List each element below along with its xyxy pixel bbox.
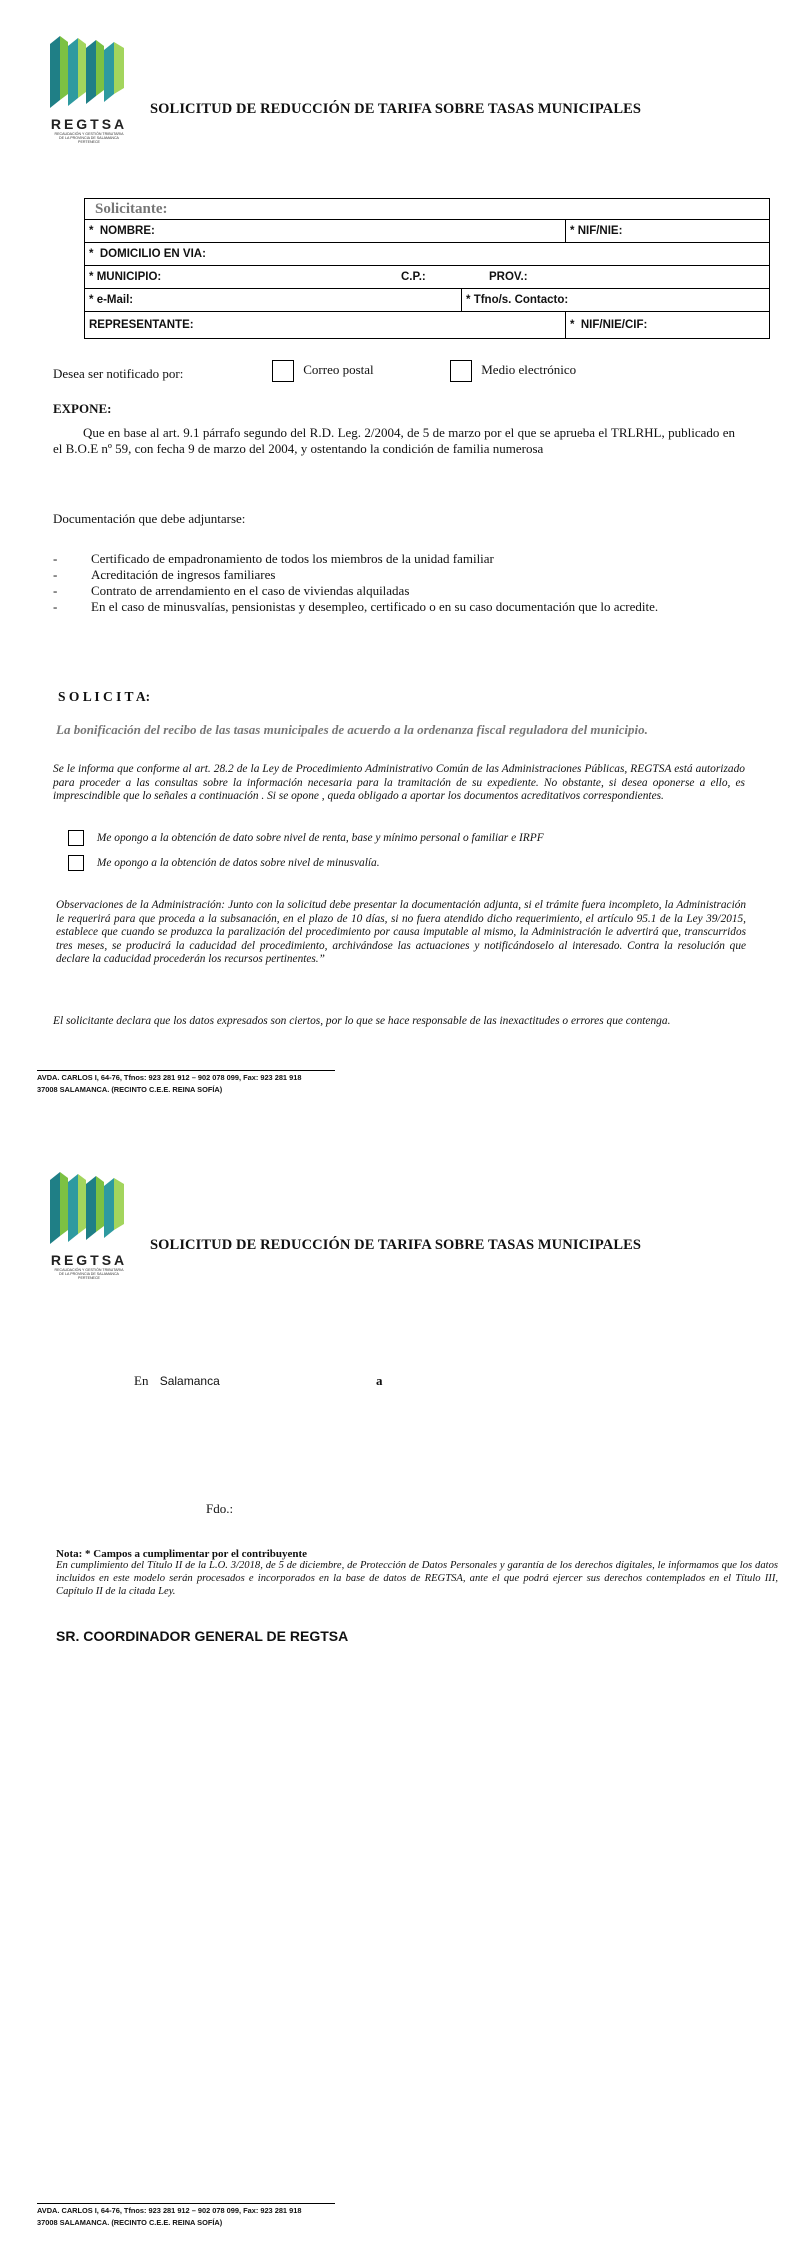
section-label: Solicitante: [95, 200, 168, 217]
dash: - [53, 599, 58, 614]
informa-text: Se le informa que conforme al art. 28.2 de la Ley de Procedimiento Administrativo Común de las Administraciones Públicas, REGTSA está autorizado para proceder a las consultas sobre la información necesaria para la tramitación de su expediente. No obstante, si desea oponerse a ello, es imprescindible que lo señales a continuación . Si se opone , queda obligado a aportar los documentos acreditativos correspondientes. [53, 763, 745, 802]
firma-label: Fdo.: [206, 1501, 234, 1516]
footer-address [37, 1072, 301, 1096]
solicita-heading: S O L I C I T A: [58, 689, 151, 704]
nombre-field[interactable] [85, 220, 565, 242]
required-star: * [570, 225, 575, 237]
required-star: * [89, 271, 94, 283]
electronic-label: Medio electrónico [481, 361, 577, 377]
footer-line-1: AVDA. CARLOS I, 64-76, Tfnos: 923 281 912 – 902 078 099, Fax: 923 281 918 [37, 1073, 302, 1082]
representante-field[interactable] [85, 312, 565, 338]
logo-tagline-1: RECAUDACIÓN Y GESTIÓN TRIBUTARIA [54, 1268, 124, 1272]
solicita-text: La bonificación del recibo de las tasas municipales de acuerdo a la ordenanza fiscal reguladora del municipio. [56, 722, 648, 737]
footer-divider [37, 2203, 335, 2204]
ciudad-field[interactable]: Salamanca [159, 1374, 220, 1388]
cp-label: C.P.: [401, 271, 426, 283]
list-item-text: Certificado de empadronamiento de todos los miembros de la unidad familiar [91, 551, 494, 566]
logo-tagline-3: PERTENECE [78, 1276, 100, 1280]
document-title: SOLICITUD DE REDUCCIÓN DE TARIFA SOBRE TASAS MUNICIPALES [150, 1237, 642, 1253]
applicant-form [84, 198, 770, 339]
postal-label: Correo postal [303, 361, 374, 377]
footer-line-2: 37008 SALAMANCA. (RECINTO C.E.E. REINA SOFÍA) [37, 1085, 223, 1094]
email-field[interactable] [85, 289, 461, 311]
logo-name: REGTSA [50, 116, 128, 132]
observaciones-text: Observaciones de la Administración: Junto con la solicitud debe presentar la documentación adjunta, si el trámite fuera incompleto, la Administración le requerirá para que proceda a la subsanación, en el plazo de 10 días, si no fuera atendido dicho requerimiento, el artículo 95.1 de la Ley 39/2015, establece que cuando se produzca la paralización del procedimiento por causa imputable al mismo, la Administración le advertirá que, transcurridos tres meses, se producirá la caducidad del procedimiento, archivándose las actuaciones y notificándoselo al interesado. Contra la resolución que declare la caducidad procederán los recursos pertinentes.” [56, 899, 746, 965]
footer-address [37, 2205, 301, 2229]
notify-electronic-option[interactable] [450, 360, 576, 382]
tfno-label: Tfno/s. Contacto: [473, 294, 569, 306]
destinatario: SR. COORDINADOR GENERAL DE REGTSA [56, 1628, 349, 1644]
footer-divider [37, 1070, 335, 1071]
logo-tagline-1: RECAUDACIÓN Y GESTIÓN TRIBUTARIA [54, 132, 124, 136]
regtsa-logo [46, 1170, 132, 1280]
form-section-row [85, 199, 769, 219]
postal-checkbox[interactable] [272, 360, 294, 382]
prov-field[interactable] [485, 266, 769, 288]
declaracion-text: El solicitante declara que los datos expresados son ciertos, por lo que se hace responsable de las inexactitudes o errores que contenga. [53, 1015, 671, 1027]
email-row [85, 288, 769, 311]
nombre-row [85, 219, 769, 242]
en-label: En [134, 1373, 149, 1388]
nota-text: En cumplimiento del Título II de la L.O. 3/2018, de 5 de diciembre, de Protección de Datos Personales y garantía de los derechos digitales, le informamos que los datos incluidos en este modelo serán procesados e incorporados en la base de datos de REGTSA, ante el que podrá ejercer sus derechos contemplados en el Título III, Capítulo II de la citada Ley. [56, 1560, 778, 1597]
dash: - [53, 567, 58, 582]
representante-row [85, 311, 769, 338]
oposicion-renta-option[interactable] [68, 830, 544, 846]
regtsa-logo-mark [46, 34, 132, 114]
nota-heading: Nota: * Campos a cumplimentar por el contribuyente [56, 1548, 308, 1560]
place-date-line [134, 1373, 220, 1389]
documentacion-list [53, 551, 721, 615]
cp-field[interactable] [397, 266, 485, 288]
regtsa-logo-mark [46, 1170, 132, 1250]
required-star: * [570, 319, 575, 331]
list-item-text: Contrato de arrendamiento en el caso de viviendas alquiladas [91, 583, 410, 598]
nombre-label: NOMBRE: [99, 225, 155, 237]
nif-nie-cif-field[interactable] [565, 312, 769, 338]
nif-nie-label: NIF/NIE: [577, 225, 623, 237]
footer-line-2: 37008 SALAMANCA. (RECINTO C.E.E. REINA SOFÍA) [37, 2218, 223, 2227]
oposicion-renta-label: Me opongo a la obtención de dato sobre nivel de renta, base y mínimo personal o familiar e IRPF [96, 832, 544, 844]
list-item [53, 583, 721, 599]
logo-tagline-2: DE LA PROVINCIA DE SALAMANCA [59, 1272, 119, 1276]
required-star: * [466, 294, 471, 306]
domicilio-label: DOMICILIO EN VIA: [99, 248, 206, 260]
document-title: SOLICITUD DE REDUCCIÓN DE TARIFA SOBRE TASAS MUNICIPALES [150, 101, 642, 117]
oposicion-minusvalia-checkbox[interactable] [68, 855, 84, 871]
documentacion-heading: Documentación que debe adjuntarse: [53, 511, 246, 526]
municipio-field[interactable] [85, 266, 397, 288]
list-item [53, 599, 721, 615]
list-item [53, 551, 721, 567]
logo-tagline-3: PERTENECE [78, 140, 100, 144]
email-label: e-Mail: [96, 294, 134, 306]
expone-text: Que en base al art. 9.1 párrafo segundo del R.D. Leg. 2/2004, de 5 de marzo por el que se aprueba el TRLRHL, publicado en el B.O.E nº 59, con fecha 9 de marzo del 2004, y ostentando la condición de familia numerosa [53, 425, 735, 456]
regtsa-logo [46, 34, 132, 144]
notify-postal-option[interactable] [272, 360, 374, 382]
nif-nie-field[interactable] [565, 220, 769, 242]
oposicion-renta-checkbox[interactable] [68, 830, 84, 846]
list-item [53, 567, 721, 583]
municipio-label: MUNICIPIO: [96, 271, 162, 283]
page-1 [0, 0, 794, 1125]
nif-nie-cif-label: NIF/NIE/CIF: [580, 319, 648, 331]
representante-label: REPRESENTANTE: [89, 319, 194, 331]
required-star: * [89, 225, 94, 237]
dash: - [53, 551, 58, 566]
required-star: * [89, 248, 94, 260]
required-star: * [89, 294, 94, 306]
logo-tagline-2: DE LA PROVINCIA DE SALAMANCA [59, 136, 119, 140]
tfno-field[interactable] [461, 289, 769, 311]
a-label: a [376, 1373, 383, 1388]
list-item-text: En el caso de minusvalías, pensionistas y desempleo, certificado o en su caso documentación que lo acredite. [91, 599, 659, 614]
notify-label: Desea ser notificado por: [53, 366, 184, 381]
list-item-text: Acreditación de ingresos familiares [91, 567, 276, 582]
footer-line-1: AVDA. CARLOS I, 64-76, Tfnos: 923 281 912 – 902 078 099, Fax: 923 281 918 [37, 2206, 302, 2215]
oposicion-minusvalia-option[interactable] [68, 855, 380, 871]
dash: - [53, 583, 58, 598]
domicilio-row [85, 242, 769, 265]
municipio-row [85, 265, 769, 288]
oposicion-minusvalia-label: Me opongo a la obtención de datos sobre nivel de minusvalía. [96, 857, 380, 869]
prov-label: PROV.: [489, 271, 528, 283]
expone-heading: EXPONE: [53, 401, 112, 416]
domicilio-field[interactable] [85, 243, 769, 265]
electronic-checkbox[interactable] [450, 360, 472, 382]
logo-name: REGTSA [50, 1252, 128, 1268]
page-2 [0, 1125, 794, 2251]
